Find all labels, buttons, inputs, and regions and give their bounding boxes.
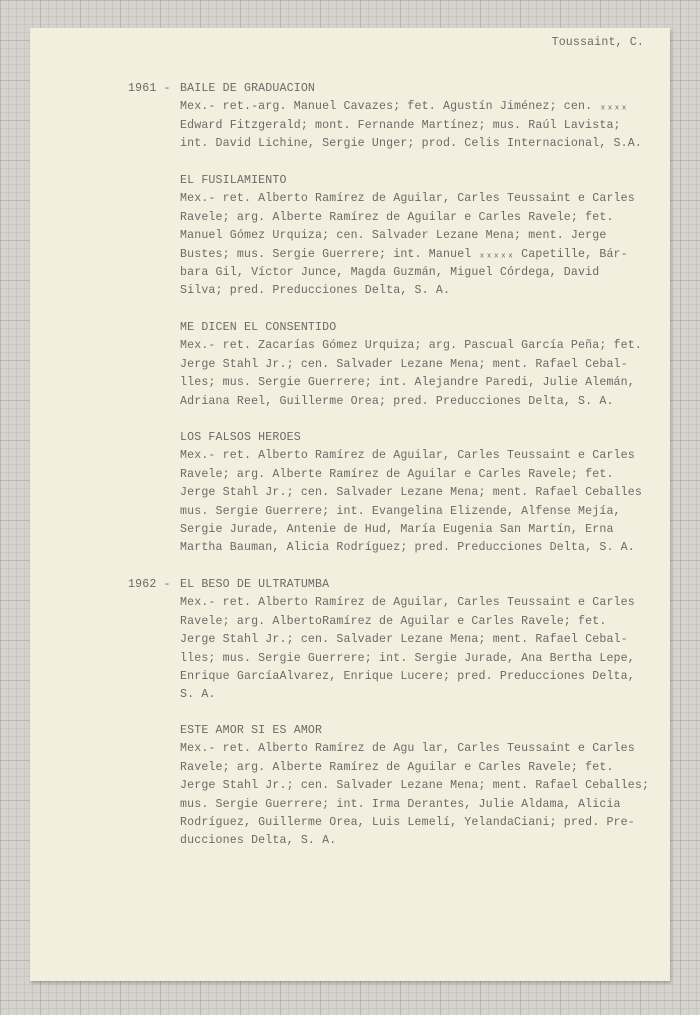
- credit-line: Ravele; arg. Alberte Ramírez de Aguilar e Carles Ravele; fet.: [180, 210, 614, 224]
- credit-line: Mex.- ret. Alberto Ramírez de Aguilar, Carles Teussaint e Carles: [180, 449, 635, 463]
- film-credits: [180, 594, 670, 704]
- credit-line: Manuel Gómez Urquiza; cen. Salvader Lezane Mena; ment. Jerge: [180, 229, 607, 243]
- credit-line: int. David Lichine, Sergie Unger; prod. Celis Internacional, S.A.: [180, 137, 642, 151]
- film-title: ESTE AMOR SI ES AMOR: [180, 724, 323, 737]
- credit-line: bara Gil, Víctor Junce, Magda Guzmán, Miguel Córdega, David: [180, 265, 600, 279]
- credit-line: Martha Bauman, Alicia Rodríguez; pred. Preducciones Delta, S. A.: [180, 541, 635, 555]
- credit-line: Jerge Stahl Jr.; cen. Salvader Lezane Mena; ment. Rafael Ceballes: [180, 486, 642, 500]
- credit-line: mus. Sergie Guerrere; int. Evangelina Elizende, Alfense Mejía,: [180, 504, 621, 518]
- credit-line: Adriana Reel, Guillerme Orea; pred. Preducciones Delta, S. A.: [180, 394, 614, 408]
- credit-line: S. A.: [180, 688, 216, 702]
- credit-line: Silva; pred. Preducciones Delta, S. A.: [180, 284, 451, 298]
- credit-line: Ravele; arg. Alberte Ramírez de Aguilar e Carles Ravele; fet.: [180, 467, 614, 481]
- film-title: EL FUSILAMIENTO: [180, 174, 287, 187]
- credit-line: Jerge Stahl Jr.; cen. Salvader Lezane Mena; ment. Rafael Ceballes;: [180, 779, 650, 793]
- credit-line: Mex.- ret.-arg. Manuel Cavazes; fet. Agustín Jiménez; cen. ₓₓₓₓ: [180, 100, 628, 114]
- credit-line: Mex.- ret. Alberto Ramírez de Aguilar, Carles Teussaint e Carles: [180, 192, 635, 206]
- credit-line: mus. Sergie Guerrere; int. Irma Derantes, Julie Aldama, Alicia: [180, 797, 621, 811]
- credit-line: Ravele; arg. Alberte Ramírez de Aguilar e Carles Ravele; fet.: [180, 760, 614, 774]
- credit-line: Mex.- ret. Zacarías Gómez Urquiza; arg. Pascual García Peña; fet.: [180, 339, 642, 353]
- credit-line: Jerge Stahl Jr.; cen. Salvader Lezane Mena; ment. Rafael Cebal-: [180, 633, 628, 647]
- credit-line: Enrique GarcíaAlvarez, Enrique Lucere; pred. Preducciones Delta,: [180, 669, 635, 683]
- credit-line: lles; mus. Sergie Guerrere; int. Alejandre Paredi, Julie Alemán,: [180, 376, 635, 390]
- credit-line: Mex.- ret. Alberto Ramírez de Aguilar, Carles Teussaint e Carles: [180, 596, 635, 610]
- entry-year: 1961 -: [128, 82, 171, 95]
- film-title: EL BESO DE ULTRATUMBA: [180, 578, 330, 591]
- credit-line: ducciones Delta, S. A.: [180, 834, 337, 848]
- credit-line: Rodríguez, Guillerme Orea, Luis Lemelí, YelandaCiani; pred. Pre-: [180, 815, 635, 829]
- credit-line: Jerge Stahl Jr.; cen. Salvader Lezane Mena; ment. Rafael Cebal-: [180, 357, 628, 371]
- credit-line: Ravele; arg. AlbertoRamírez de Aguilar e Carles Ravele; fet.: [180, 614, 607, 628]
- film-title: LOS FALSOS HEROES: [180, 431, 301, 444]
- film-credits: [180, 98, 670, 153]
- film-title: BAILE DE GRADUACION: [180, 82, 316, 95]
- credit-line: Bustes; mus. Sergie Guerrere; int. Manuel ₓₓₓₓₓ Capetille, Bár-: [180, 247, 628, 261]
- film-title: ME DICEN EL CONSENTIDO: [180, 321, 337, 334]
- film-credits: [180, 190, 670, 300]
- typed-page: [30, 28, 670, 981]
- credit-line: Sergie Jurade, Antenie de Hud, María Eugenia San Martín, Erna: [180, 522, 614, 536]
- credit-line: Edward Fitzgerald; mont. Fernande Martínez; mus. Raúl Lavista;: [180, 118, 621, 132]
- author-header: Toussaint, C.: [551, 36, 644, 49]
- entry-year: 1962 -: [128, 578, 171, 591]
- film-credits: [180, 740, 670, 850]
- film-credits: [180, 337, 670, 411]
- credit-line: lles; mus. Sergie Guerrere; int. Sergie Jurade, Ana Bertha Lepe,: [180, 651, 635, 665]
- credit-line: Mex.- ret. Alberto Ramírez de Agu lar, Carles Teussaint e Carles: [180, 742, 635, 756]
- film-credits: [180, 447, 670, 557]
